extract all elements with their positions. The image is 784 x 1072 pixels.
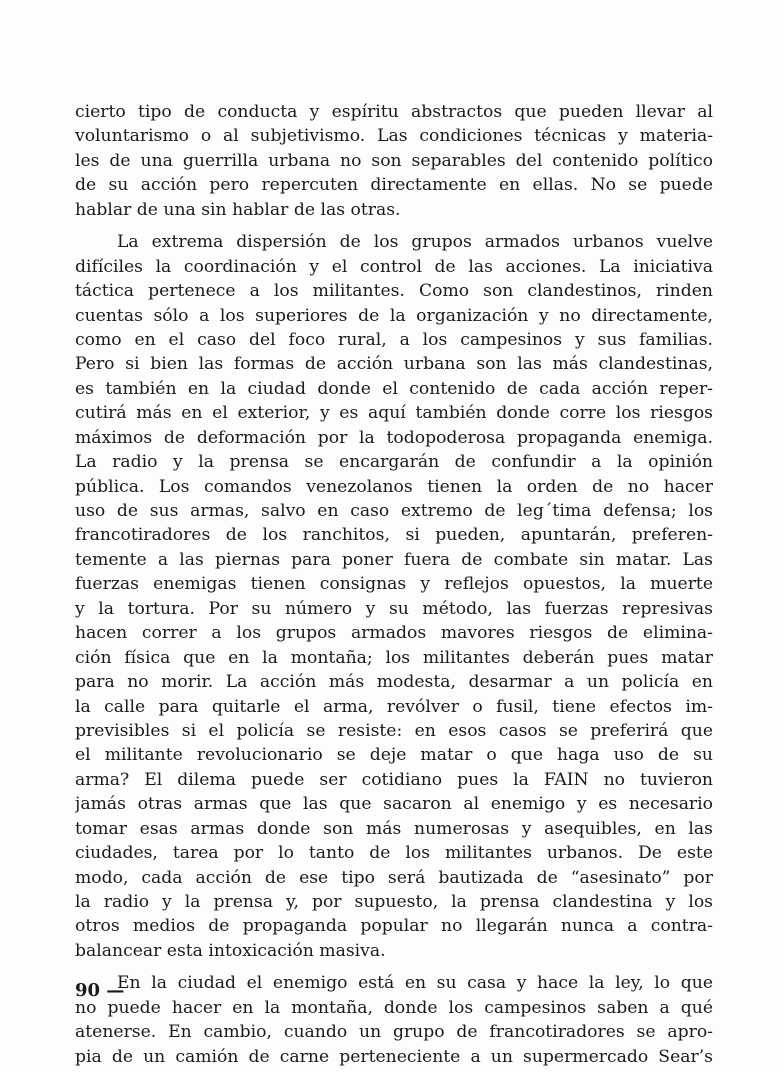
text-line: ciudades, tarea por lo tanto de los militantes urbanos. De este: [75, 843, 713, 864]
text-line: En la ciudad el enemigo está en su casa y hace la ley, lo que: [117, 973, 713, 994]
text-line: táctica pertenece a los militantes. Como son clandestinos, rinden: [75, 281, 713, 302]
text-line: temente a las piernas para poner fuera de combate sin matar. Las: [75, 549, 713, 570]
text-line: francotiradores de los ranchitos, si pueden, apuntarán, preferen-: [75, 525, 713, 546]
text-line: y la tortura. Por su número y su método, las fuerzas represivas: [75, 598, 713, 619]
text-line: voluntarismo o al subjetivismo. Las condiciones técnicas y materia-: [75, 126, 713, 147]
text-line: de su acción pero repercuten directamente en ellas. No se puede: [75, 175, 713, 196]
text-line: fuerzas enemigas tienen consignas y reflejos opuestos, la muerte: [75, 574, 713, 595]
text-line: la calle para quitarle el arma, revólver o fusil, tiene efectos im-: [75, 696, 713, 717]
text-line: pia de un camión de carne perteneciente a un supermercado Sear’s: [75, 1046, 713, 1067]
text-line: La radio y la prensa se encargarán de confundir a la opinión: [75, 452, 713, 473]
text-line: el militante revolucionario se deje matar o que haga uso de su: [75, 745, 713, 766]
text-line: balancear esta intoxicación masiva.: [75, 940, 386, 961]
text-line: otros medios de propaganda popular no llegarán nunca a contra-: [75, 916, 713, 937]
text-line: modo, cada acción de ese tipo será bautizada de “asesinato” por: [75, 867, 713, 888]
text-line: Pero si bien las formas de acción urbana son las más clandestinas,: [75, 354, 713, 375]
text-line: tomar esas armas donde son más numerosas y asequibles, en las: [75, 818, 713, 839]
text-line: les de una guerrilla urbana no son separables del contenido político: [75, 150, 713, 171]
text-line: pública. Los comandos venezolanos tienen la orden de no hacer: [75, 476, 713, 497]
text-line: es también en la ciudad donde el contenido de cada acción reper-: [75, 378, 713, 399]
paragraph-1: [75, 100, 713, 222]
text-line: máximos de deformación por la todopoderosa propaganda enemiga.: [75, 427, 713, 448]
paragraph-2: [75, 230, 713, 963]
text-line: jamás otras armas que las que sacaron al enemigo y es necesario: [75, 794, 713, 815]
text-line: no puede hacer en la montaña, donde los campesinos saben a qué: [75, 997, 713, 1018]
text-line: arma? El dilema puede ser cotidiano pues la FAIN no tuvieron: [75, 769, 713, 790]
text-line: como en el caso del foco rural, a los campesinos y sus familias.: [75, 329, 713, 350]
body-text: [75, 100, 713, 1069]
page-number: 90 —: [75, 980, 125, 1001]
text-line: difíciles la coordinación y el control de las acciones. La iniciativa: [75, 256, 713, 277]
text-line: ción física que en la montaña; los militantes deberán pues matar: [75, 647, 713, 668]
text-line: cutirá más en el exterior, y es aquí también donde corre los riesgos: [75, 403, 713, 424]
text-line: hablar de una sin hablar de las otras.: [75, 199, 401, 220]
text-line: hacen correr a los grupos armados mavores riesgos de elimina-: [75, 623, 713, 644]
text-line: uso de sus armas, salvo en caso extremo de leg´tima defensa; los: [75, 501, 713, 521]
text-line: previsibles si el policía se resiste: en esos casos se preferirá que: [75, 720, 713, 741]
text-line: para no morir. La acción más modesta, desarmar a un policía en: [75, 672, 713, 693]
text-line: atenerse. En cambio, cuando un grupo de francotiradores se apro-: [75, 1022, 713, 1043]
paragraph-3: [75, 971, 713, 1069]
text-line: cierto tipo de conducta y espíritu abstractos que pueden llevar al: [75, 102, 713, 122]
text-line: cuentas sólo a los superiores de la organización y no directamente,: [75, 305, 713, 326]
text-line: La extrema dispersión de los grupos armados urbanos vuelve: [117, 232, 713, 253]
text-line: la radio y la prensa y, por supuesto, la prensa clandestina y los: [75, 892, 713, 912]
